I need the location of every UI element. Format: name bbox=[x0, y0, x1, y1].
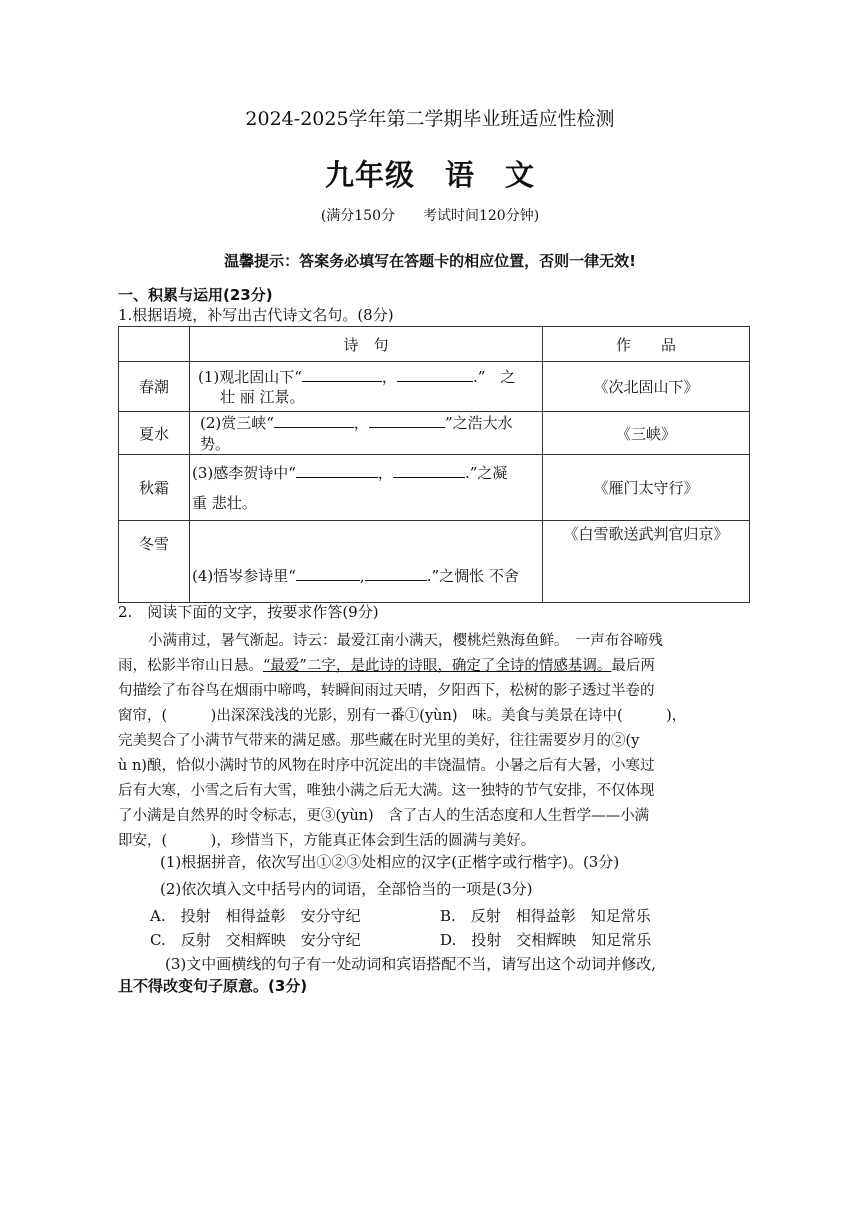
verse-prefix: (3)感李贺诗中“ bbox=[192, 463, 296, 482]
passage-line: 完美契合了小满节气带来的满足感。那些藏在时光里的美好，往往需要岁月的②(y bbox=[118, 733, 640, 749]
poem-table bbox=[118, 326, 750, 603]
subject-title: 九年级 语 文 bbox=[324, 158, 535, 192]
section-heading: 一、积累与运用(23分) bbox=[118, 286, 273, 304]
verse-prefix: (4)悟岑参诗里“ bbox=[192, 567, 296, 585]
table-row bbox=[119, 521, 750, 603]
season-cell: 秋霜 bbox=[119, 455, 190, 521]
passage-line: 了小满是自然界的时令标志，更③(yùn) 含了古人的生活态度和人生哲学——小满 bbox=[118, 808, 650, 824]
verse-prefix: (2)赏三峡“ bbox=[200, 414, 274, 432]
subquestion-1: (1)根据拼音，依次写出①②③处相应的汉字(正楷字或行楷字)。(3分) bbox=[160, 853, 620, 871]
work-cell: 《雁门太守行》 bbox=[543, 455, 750, 521]
subquestion-2: (2)依次填入文中括号内的词语，全部恰当的一项是(3分) bbox=[160, 880, 533, 898]
passage-line bbox=[118, 654, 655, 675]
verse-suffix: ”之浩大水势。 bbox=[200, 414, 513, 453]
verse-suffix: .”之惆怅 不舍 bbox=[426, 567, 519, 585]
table-row bbox=[119, 362, 750, 412]
answer-blank bbox=[296, 463, 378, 478]
passage-line: 即安，( )，珍惜当下，方能真正体会到生活的圆满与美好。 bbox=[118, 833, 536, 849]
question-2: 2. 阅读下面的文字，按要求作答(9分) bbox=[118, 603, 379, 621]
verse-prefix: (1)观北固山下“ bbox=[198, 367, 302, 386]
verse-cell bbox=[190, 455, 543, 521]
answer-blank bbox=[393, 463, 465, 478]
table-header-row bbox=[119, 327, 750, 362]
work-cell: 《三峡》 bbox=[543, 412, 750, 455]
passage-line: 窗帘，( )出深深浅浅的光影，别有一番①(yùn) 味。美食与美景在诗中( )， bbox=[118, 708, 687, 724]
verse-suffix: .” 之 bbox=[472, 367, 516, 386]
exam-title: 2024-2025学年第二学期毕业班适应性检测 bbox=[245, 108, 615, 130]
passage-line: 句描绘了布谷鸟在烟雨中啼鸣，转瞬间雨过天晴，夕阳西下，松树的影子透过半卷的 bbox=[118, 683, 655, 699]
option-b: B. 反射 相得益彰 知足常乐 bbox=[440, 907, 651, 925]
work-cell: 《次北固山下》 bbox=[543, 362, 750, 412]
passage-line: 后有大寒，小雪之后有大雪，唯独小满之后无大满。这一独特的节气安排，不仅体现 bbox=[118, 783, 655, 799]
answer-blank bbox=[296, 566, 360, 581]
header-verse: 诗 句 bbox=[190, 327, 543, 362]
exam-meta: (满分150分 考试时间120分钟) bbox=[320, 208, 540, 224]
option-a: A. 投射 相得益彰 安分守纪 bbox=[150, 907, 361, 925]
answer-blank bbox=[302, 367, 382, 382]
verse-comma: , bbox=[359, 567, 365, 585]
passage-text: 最后两 bbox=[611, 658, 655, 674]
table-row bbox=[119, 412, 750, 455]
verse-line2: 壮 丽 江景。 bbox=[220, 387, 305, 406]
question-1: 1.根据语境，补写出古代诗文名句。(8分) bbox=[118, 306, 394, 324]
answer-blank bbox=[365, 566, 427, 581]
option-d: D. 投射 交相辉映 知足常乐 bbox=[440, 931, 652, 949]
season-cell: 春潮 bbox=[119, 362, 190, 412]
work-cell: 《白雪歌送武判官归京》 bbox=[543, 521, 750, 603]
verse-comma: ， bbox=[353, 414, 369, 432]
verse-line2: 重 悲壮。 bbox=[192, 493, 257, 512]
verse-comma: ， bbox=[377, 463, 393, 482]
underlined-sentence: “最爱”二字，是此诗的诗眼，确定了全诗的情感基调。 bbox=[263, 658, 612, 674]
verse-cell bbox=[190, 521, 543, 603]
passage-line: 小满甫过，暑气渐起。诗云：最爱江南小满天，樱桃烂熟海鱼鲜。 一声布谷啼残 bbox=[148, 633, 663, 649]
answer-blank bbox=[369, 413, 445, 428]
notice: 温馨提示：答案务必填写在答题卡的相应位置，否则一律无效! bbox=[224, 252, 636, 270]
answer-blank bbox=[274, 413, 354, 428]
subquestion-3: (3)文中画横线的句子有一处动词和宾语搭配不当，请写出这个动词并修改, bbox=[165, 955, 657, 973]
header-empty-cell bbox=[119, 327, 190, 362]
subquestion-3-continued: 且不得改变句子原意。(3分) bbox=[118, 977, 308, 995]
season-cell: 夏水 bbox=[119, 412, 190, 455]
verse-cell bbox=[190, 412, 543, 455]
answer-blank bbox=[397, 367, 473, 382]
verse-suffix: .”之凝 bbox=[464, 463, 508, 482]
verse-cell bbox=[190, 362, 543, 412]
verse-comma: ， bbox=[381, 367, 397, 386]
passage-text: 雨，松影半帘山日悬。 bbox=[118, 658, 263, 674]
header-work: 作 品 bbox=[543, 327, 750, 362]
passage-line: ù n)酿，恰似小满时节的风物在时序中沉淀出的丰饶温情。小暑之后有大暑，小寒过 bbox=[118, 758, 655, 774]
option-c: C. 反射 交相辉映 安分守纪 bbox=[150, 931, 361, 949]
table-row bbox=[119, 455, 750, 521]
season-cell: 冬雪 bbox=[119, 521, 190, 603]
